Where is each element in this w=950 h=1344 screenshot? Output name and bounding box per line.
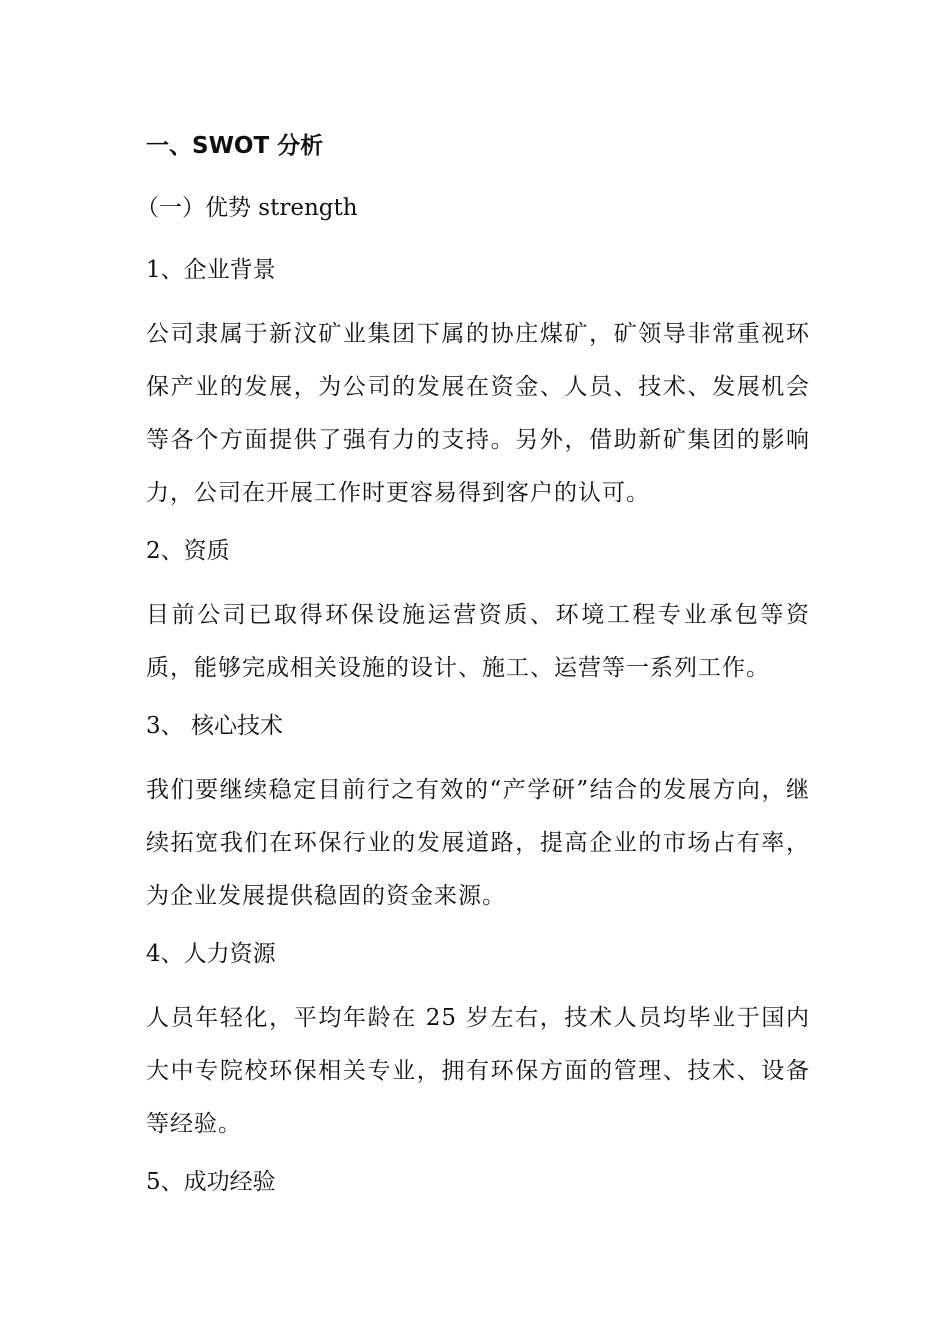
paragraph-human-resources: 人员年轻化，平均年龄在 25 岁左右，技术人员均毕业于国内大中专院校环保相关专业，拥有环保方面的管理、技术、设备等经验。 — [146, 1005, 810, 1137]
item-title-success-experience: 5、成功经验 — [146, 1169, 276, 1195]
item-title-core-technology: 3、 核心技术 — [146, 713, 283, 739]
paragraph-background: 公司隶属于新汶矿业集团下属的协庄煤矿，矿领导非常重视环保产业的发展，为公司的发展在资金、人员、技术、发展机会等各个方面提供了强有力的支持。另外，借助新矿集团的影响力，公司在开展工作时更容易得到客户的认可。 — [146, 321, 810, 506]
item-title-qualification: 2、资质 — [146, 538, 230, 564]
item-title-background: 1、企业背景 — [146, 257, 276, 283]
document-content — [136, 124, 810, 1220]
paragraph-core-technology: 我们要继续稳定目前行之有效的“产学研”结合的发展方向，继续拓宽我们在环保行业的发展道路，提高企业的市场占有率，为企业发展提供稳固的资金来源。 — [146, 777, 810, 909]
paragraph-qualification: 目前公司已取得环保设施运营资质、环境工程专业承包等资质，能够完成相关设施的设计、施工、运营等一系列工作。 — [146, 602, 810, 681]
section-heading: 一、SWOT 分析 — [146, 133, 324, 159]
item-title-human-resources: 4、人力资源 — [146, 941, 276, 967]
subsection-heading: （一）优势 strength — [136, 195, 358, 221]
